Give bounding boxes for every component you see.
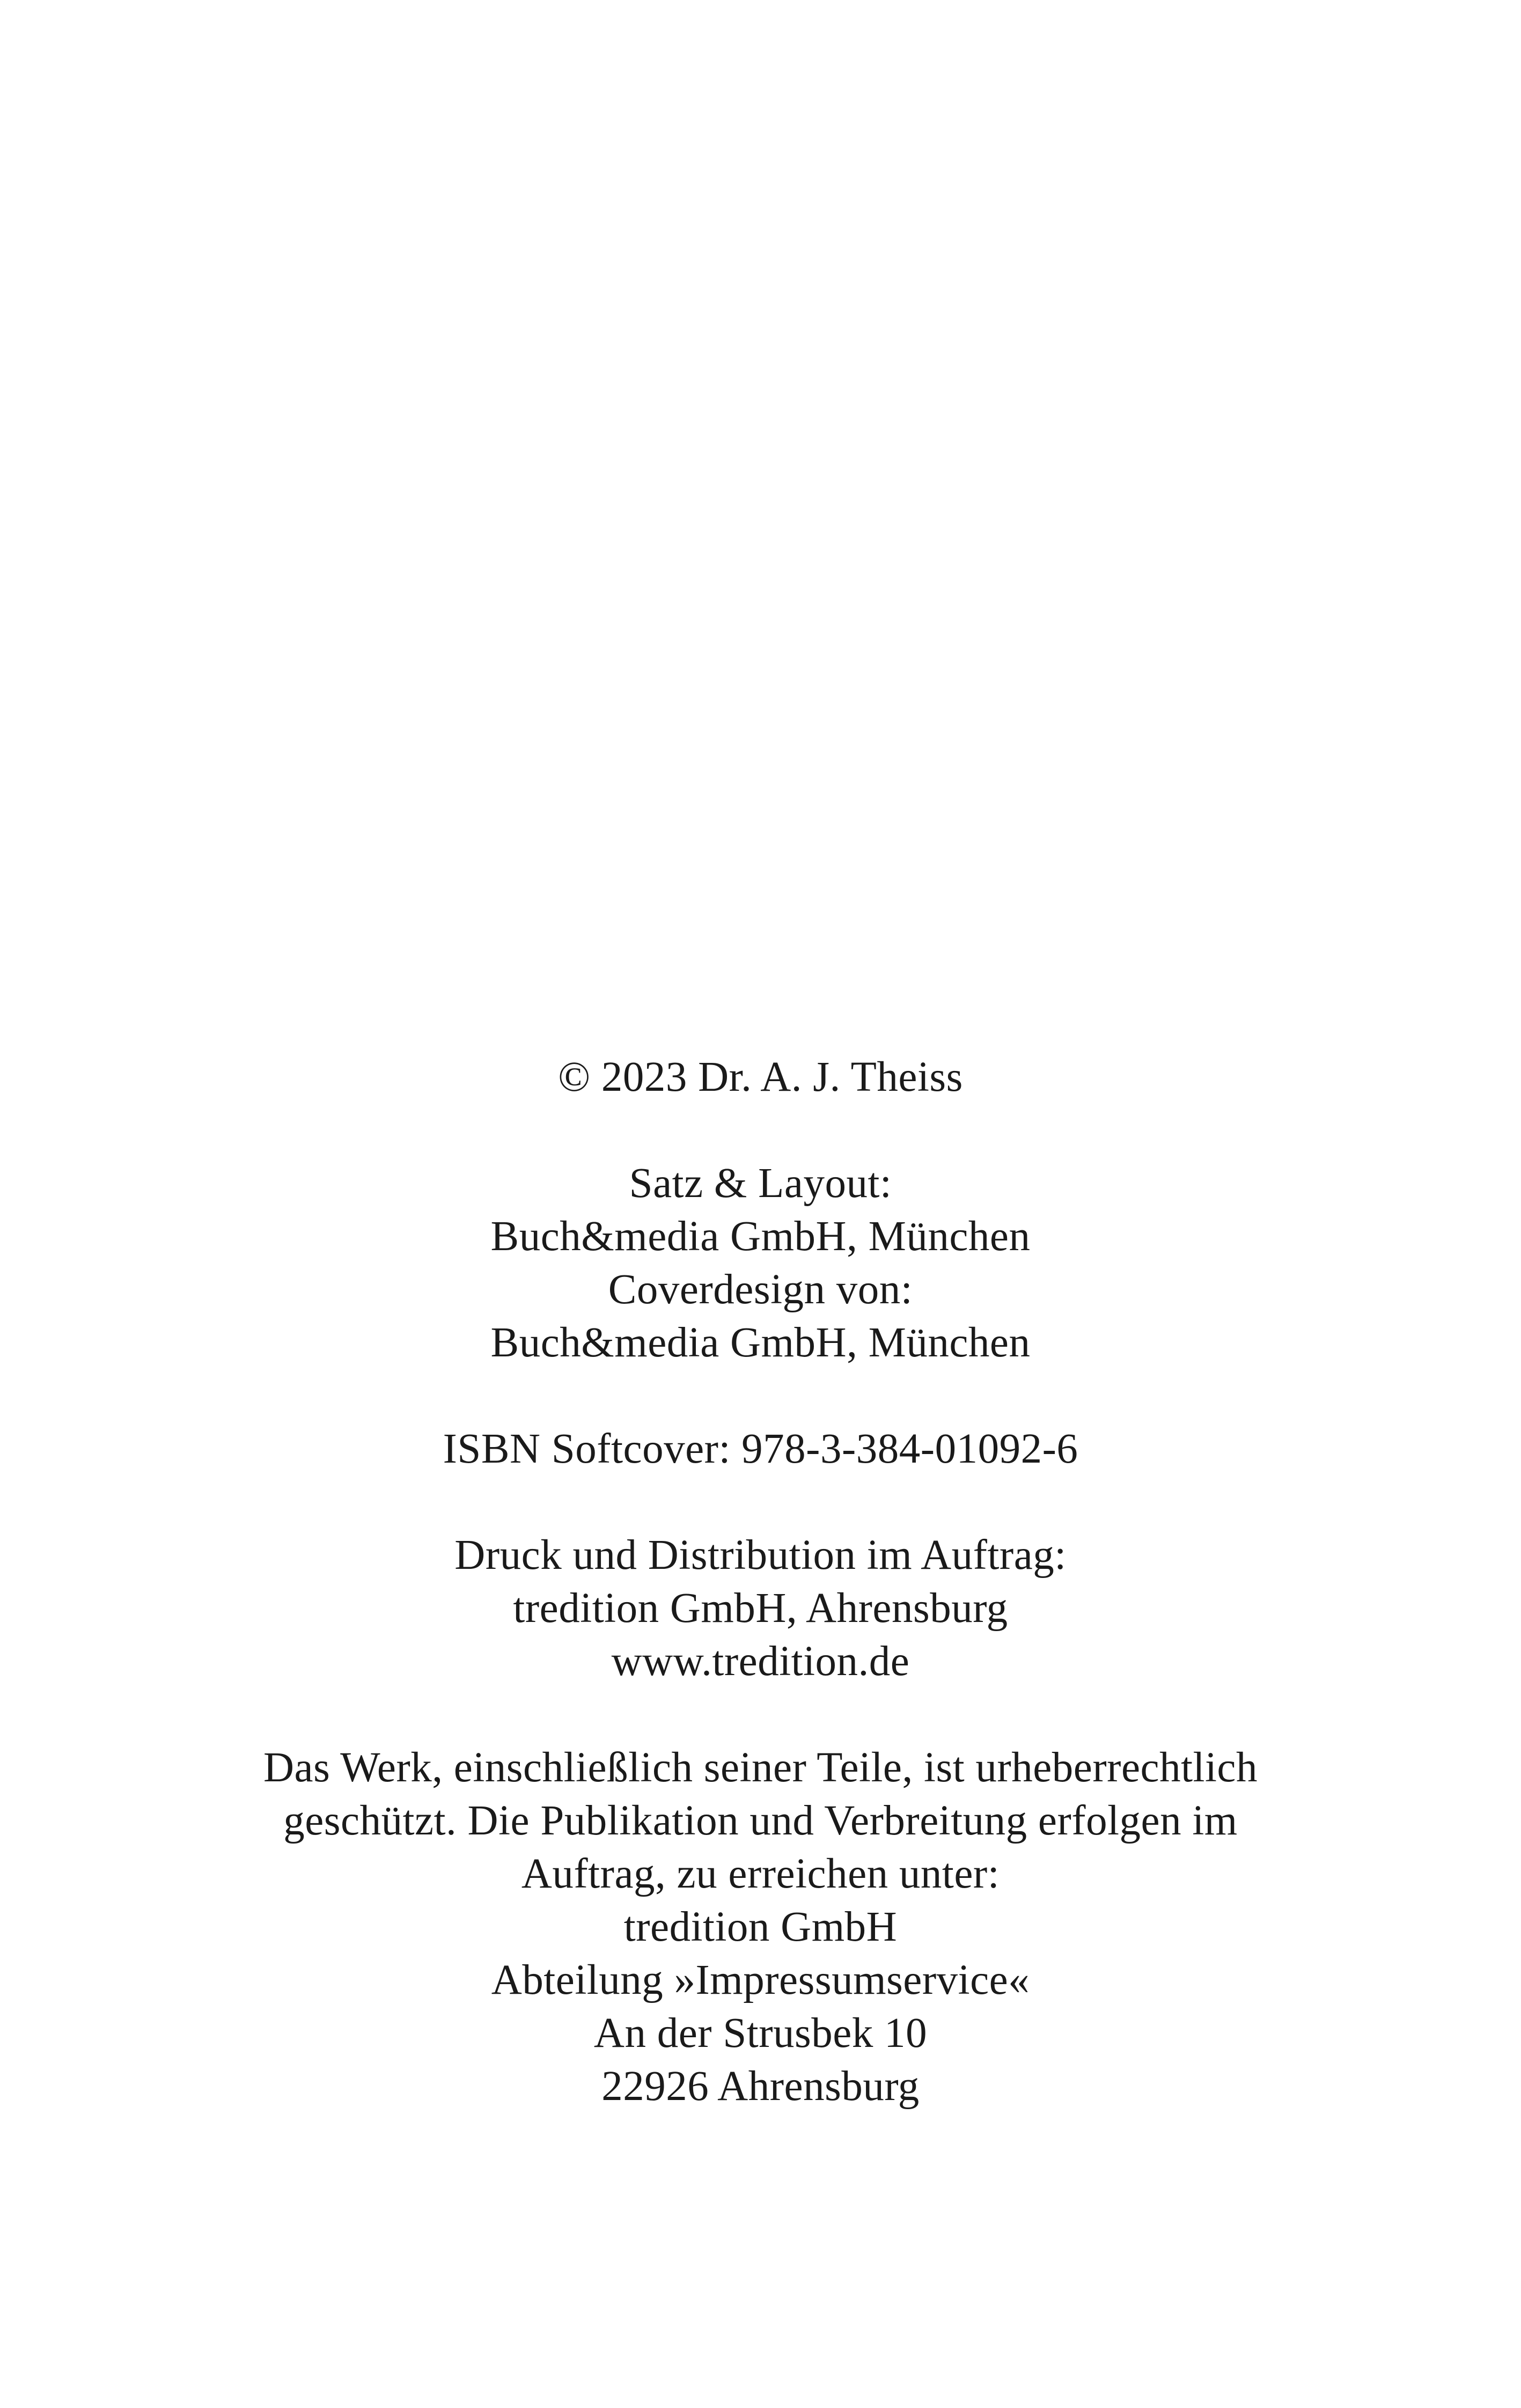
legal-notice-block: [0, 1741, 1521, 2113]
cover-credit-label: Coverdesign von:: [608, 1266, 913, 1313]
layout-credit-label: Satz & Layout:: [629, 1160, 892, 1207]
printing-label: Druck und Distribution im Auftrag:: [454, 1532, 1067, 1579]
imprint-page: [0, 1051, 1521, 2113]
legal-notice-line: Auftrag, zu erreichen unter:: [521, 1851, 1000, 1897]
legal-notice-line: Das Werk, einschließlich seiner Teile, ist urheberrechtlich: [263, 1744, 1258, 1791]
printing-company: tredition GmbH, Ahrensburg: [513, 1585, 1008, 1632]
publisher-website: www.tredition.de: [611, 1638, 910, 1685]
layout-credit-name: Buch&media GmbH, München: [490, 1213, 1031, 1260]
address-company: tredition GmbH: [623, 1904, 898, 1950]
isbn-block: [0, 1422, 1521, 1475]
credits-block: [0, 1157, 1521, 1369]
address-city: 22926 Ahrensburg: [601, 2063, 920, 2110]
address-street: An der Strusbek 10: [593, 2010, 928, 2057]
cover-credit-name: Buch&media GmbH, München: [490, 1319, 1031, 1366]
legal-notice-line: geschützt. Die Publikation und Verbreitung erfolgen im: [283, 1797, 1238, 1844]
copyright-notice: © 2023 Dr. A. J. Theiss: [558, 1054, 963, 1100]
printing-block: [0, 1529, 1521, 1688]
copyright-block: [0, 1051, 1521, 1104]
isbn-number: ISBN Softcover: 978-3-384-01092-6: [443, 1426, 1078, 1472]
address-department: Abteilung »Impressumservice«: [491, 1957, 1030, 2003]
